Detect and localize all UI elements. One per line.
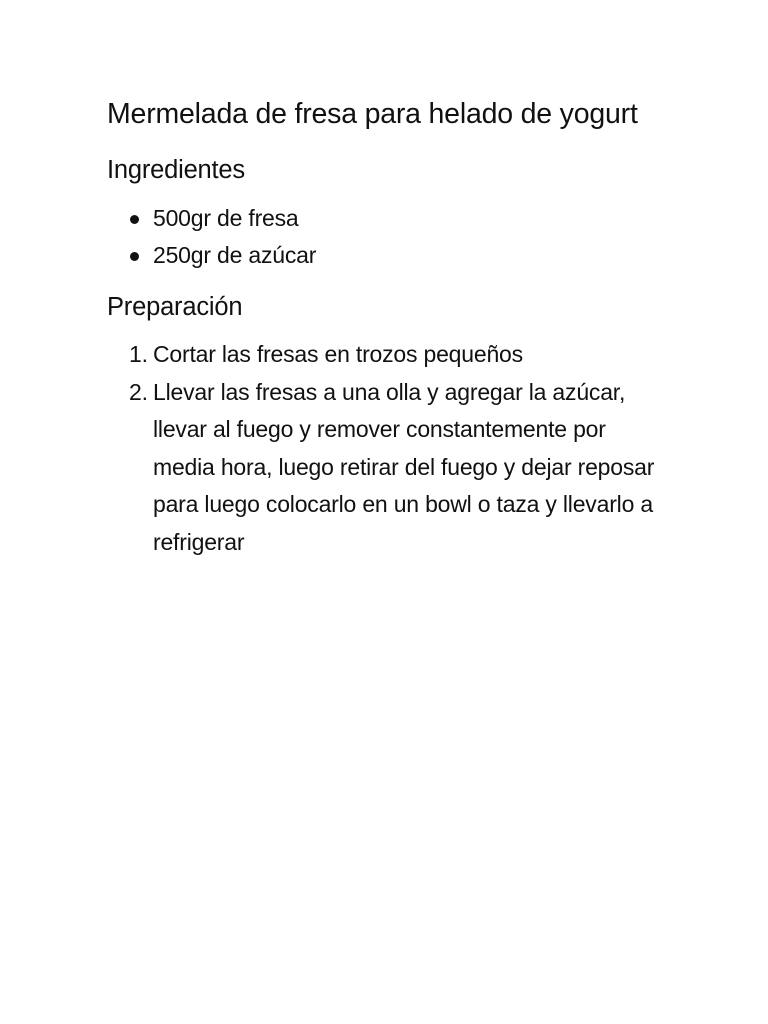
step-number: 1.	[129, 341, 148, 367]
ingredients-list	[107, 200, 667, 274]
ingredient-text: 500gr de fresa	[153, 205, 299, 231]
preparation-steps	[107, 336, 667, 561]
ingredient-item	[107, 200, 667, 237]
recipe-title: Mermelada de fresa para helado de yogurt	[107, 98, 638, 130]
bullet-icon	[130, 215, 139, 224]
ingredients-heading: Ingredientes	[107, 156, 245, 184]
recipe-document	[107, 92, 667, 561]
step-item	[107, 374, 667, 562]
step-text: Llevar las fresas a una olla y agregar la azúcar, llevar al fuego y remover constantemente por media hora, luego retirar del fuego y dejar reposar para luego colocarlo en un bowl o taza y llevarlo a refrigerar	[153, 378, 655, 555]
ingredient-item	[107, 237, 667, 274]
preparation-heading: Preparación	[107, 293, 243, 321]
step-number: 2.	[129, 378, 148, 405]
ingredient-text: 250gr de azúcar	[153, 242, 317, 268]
step-item	[107, 336, 667, 374]
bullet-icon	[130, 252, 139, 261]
step-text: Cortar las fresas en trozos pequeños	[153, 341, 523, 367]
